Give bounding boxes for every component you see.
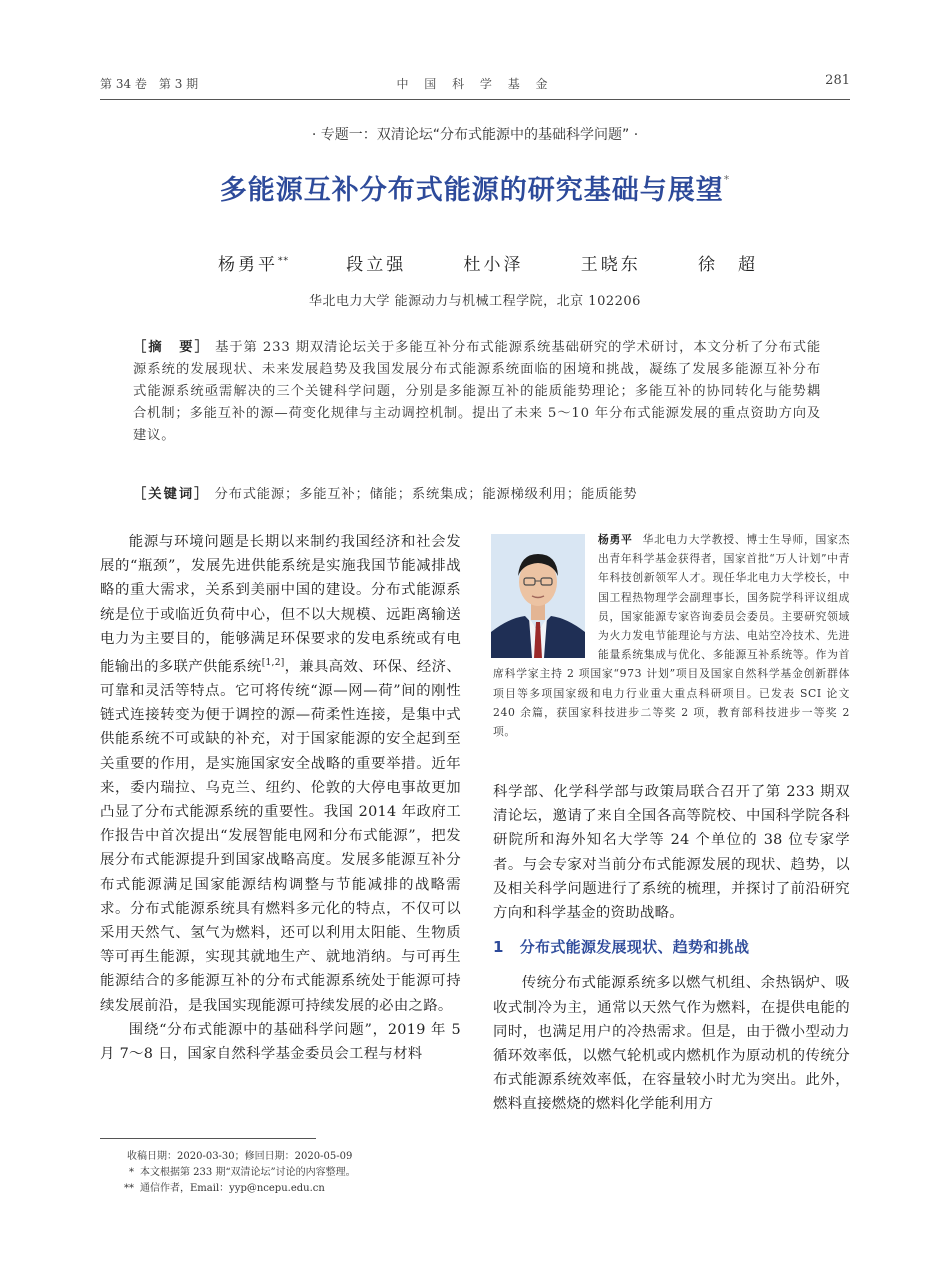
author: 段立强 <box>346 255 407 275</box>
bio-text: 华北电力大学教授、博士生导师，国家杰出青年科学基金获得者，国家首批“万人计划”中青年科技创新领军人才。现任华北电力大学校长，中国工程热物理学会副理事长，国务院学科评议组成员，国家能源专家咨询委员会委员。主要研究领域为火力发电节能理论与方法、电站空冷技术、先进能量系统集成与优化、多能源互补系统等。作为首席科学家主持 2 项国家“973 计划”项目及国家自然科学基金创新群体项目等多项国家级和电力行业重大重点科研项目。已发表 SCI 论文 240 余篇，获国家科技进步二等奖 2 项，教育部科技进步一等奖 2 项。 <box>493 533 850 739</box>
intro-paragraph: 能源与环境问题是长期以来制约我国经济和社会发展的“瓶颈”，发展先进供能系统是实施我国节能减排战略的重大需求，关系到美丽中国的建设。分布式能源系统是位于或临近负荷中心，但不以大规模、远距离输送电力为主要目的，能够满足环保要求的发电系统或有电能输出的多联产供能系统[1,2]，兼具高效、环保、经济、可靠和灵活等特点。它可将传统“源—网—荷”间的刚性链式连接转变为便于调控的源—荷柔性连接，是集中式供能系统不可或缺的补充，对于国家能源的安全起到至关重要的作用，是实施国家安全战略的重要举措。近年来，委内瑞拉、乌克兰、纽约、伦敦的大停电事故更加凸显了分布式能源系统的重要性。我国 2014 年政府工作报告中首次提出“发展智能电网和分布式能源”，把发展分布式能源提升到国家战略高度。发展多能源互补分布式能源满足国家能源结构调整与节能减排的战略需求。分布式能源系统具有燃料多元化的特点，不仅可以采用天然气、氢气为燃料，还可以利用太阳能、生物质等可再生能源，实现其就地生产、就地消纳。与可再生能源结合的多能源互补的分布式能源系统处于能源可持续发展前沿，是我国实现能源可持续发展的必由之路。 <box>100 534 461 1014</box>
author: 杨勇平** <box>218 255 289 275</box>
keywords-label: ［关键词］ <box>133 487 210 502</box>
paper-title <box>0 168 950 207</box>
author-bio <box>493 530 850 741</box>
footnote-funding: * 本文根据第 233 期“双清论坛”讨论的内容整理。 <box>129 1167 356 1178</box>
title-footnote-mark: * <box>723 173 731 186</box>
page-number: 281 <box>825 73 850 88</box>
section-number: 1 <box>493 938 504 957</box>
author-list <box>218 250 758 275</box>
bio-name: 杨勇平 <box>598 533 633 546</box>
column-label: · 专题一：双清论坛“分布式能源中的基础科学问题” · <box>311 127 639 143</box>
affiliation: 华北电力大学 能源动力与机械工程学院，北京 102206 <box>309 294 641 309</box>
keywords <box>133 484 821 506</box>
footnote-rule <box>100 1138 316 1139</box>
forum-paragraph: 围绕“分布式能源中的基础科学问题”，2019 年 5 月 7～8 日，国家自然科学基金委员会工程与材料 <box>100 1021 461 1063</box>
footnote-dates: 收稿日期：2020-03-30；修回日期：2020-05-09 <box>127 1151 353 1162</box>
body-left-column <box>100 530 461 1066</box>
author: 徐 超 <box>698 255 758 275</box>
keywords-text: 分布式能源；多能互补；储能；系统集成；能源梯级利用；能质能势 <box>214 487 638 502</box>
running-head-journal: 中 国 科 学 基 金 <box>396 77 554 91</box>
section-paragraph: 传统分布式能源系统多以燃气机组、余热锅炉、吸收式制冷为主，通常以天然气作为燃料，在提供电能的同时，也满足用户的冷热需求。但是，由于微小型动力循环效率低，以燃气轮机或内燃机作为原动机的传统分布式能源系统效率低，在容量较小时尤为突出。此外，燃料直接燃烧的燃料化学能利用方 <box>493 975 850 1113</box>
abstract-label: ［摘 要］ <box>133 340 210 355</box>
running-head-volume: 第 34 卷 第 3 期 <box>100 77 199 91</box>
abstract <box>133 337 821 447</box>
body-right-column <box>493 780 850 1117</box>
footnote-corresponding: ** 通信作者，Email：yyp@ncepu.edu.cn <box>124 1183 325 1194</box>
author: 王晓东 <box>580 255 641 275</box>
forum-paragraph-continued: 科学部、化学科学部与政策局联合召开了第 233 期双清论坛，邀请了来自全国各高等院校、中国科学院各科研院所和海外知名大学等 24 个单位的 38 位专家学者。与会专家对当前分布式能源发展的现状、趋势，以及相关科学问题进行了系统的梳理，并探讨了前沿研究方向和科学基金的资助战略。 <box>493 784 850 922</box>
abstract-text: 基于第 233 期双清论坛关于多能互补分布式能源系统基础研究的学术研讨，本文分析了分布式能源系统的发展现状、未来发展趋势及我国发展分布式能源系统面临的困境和挑战，凝练了发展多能源互补分布式能源系统亟需解决的三个关键科学问题，分别是多能源互补的能质能势理论；多能互补的协同转化与能势耦合机制；多能互补的源—荷变化规律与主动调控机制。提出了未来 5～10 年分布式能源发展的重点资助方向及建议。 <box>133 340 822 443</box>
citation: [1,2] <box>261 658 285 669</box>
section-heading <box>493 935 850 959</box>
paper-title-text: 多能源互补分布式能源的研究基础与展望 <box>219 175 724 206</box>
section-title: 分布式能源发展现状、趋势和挑战 <box>519 938 750 957</box>
author: 杜小泽 <box>463 255 524 275</box>
header-rule <box>100 99 850 100</box>
